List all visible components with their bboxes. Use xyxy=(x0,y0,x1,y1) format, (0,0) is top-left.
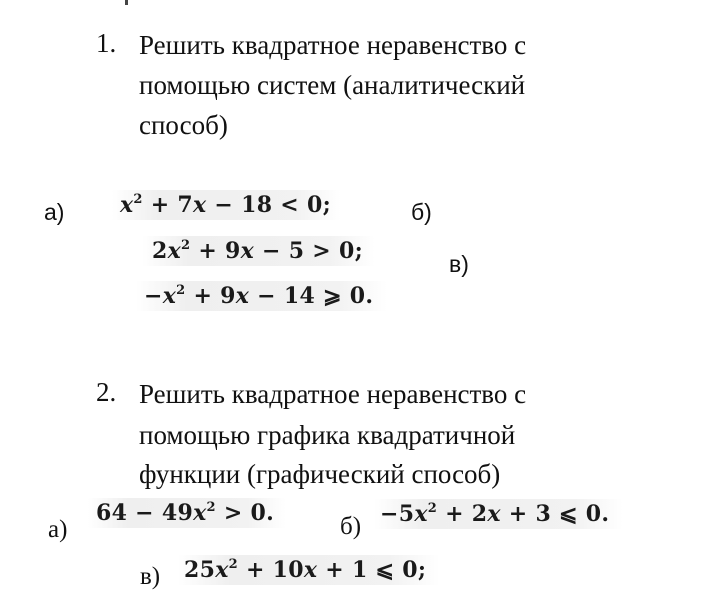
task2-text-line-3: функции (графический способ) xyxy=(139,459,501,489)
task2-number: 2. xyxy=(96,377,117,407)
task2-text-line-1: Решить квадратное неравенство с xyxy=(139,379,527,409)
task1-item-c-formula: $-x^2 + 9x - 14$ ⩾ 0. xyxy=(136,281,387,311)
task2-item-b-formula: $-5x^2 + 2x + 3$ ⩽ 0. xyxy=(374,499,623,529)
task2-text-line-2: помощью графика квадратичной xyxy=(139,420,516,450)
task1-text-line-1: Решить квадратное неравенство с xyxy=(139,30,527,60)
task2-item-c-label: в) xyxy=(140,563,161,590)
task2-item-c-formula: $25x^2 + 10x + 1$ ⩽ 0; xyxy=(178,555,440,585)
task1-number: 1. xyxy=(96,28,117,58)
task1-item-b-formula: $2x^2 + 9x - 5 > 0$; xyxy=(142,236,375,266)
task1-text-line-3: способ) xyxy=(139,110,228,140)
task2-item-a-formula: $64 - 49x^2 > 0$. xyxy=(88,498,286,528)
task2-item-a-label: а) xyxy=(48,516,68,543)
top-edge-mark xyxy=(125,0,128,5)
task2-item-b-label: б) xyxy=(340,513,362,540)
task1-text-line-2: помощью систем (аналитический xyxy=(139,70,526,100)
task1-item-c-label: в) xyxy=(449,251,469,277)
task1-item-a-label: а) xyxy=(44,199,65,225)
task1-item-b-label: б) xyxy=(411,199,432,225)
task1-item-a-formula: $x^2 + 7x - 18 < 0$; xyxy=(112,190,341,220)
